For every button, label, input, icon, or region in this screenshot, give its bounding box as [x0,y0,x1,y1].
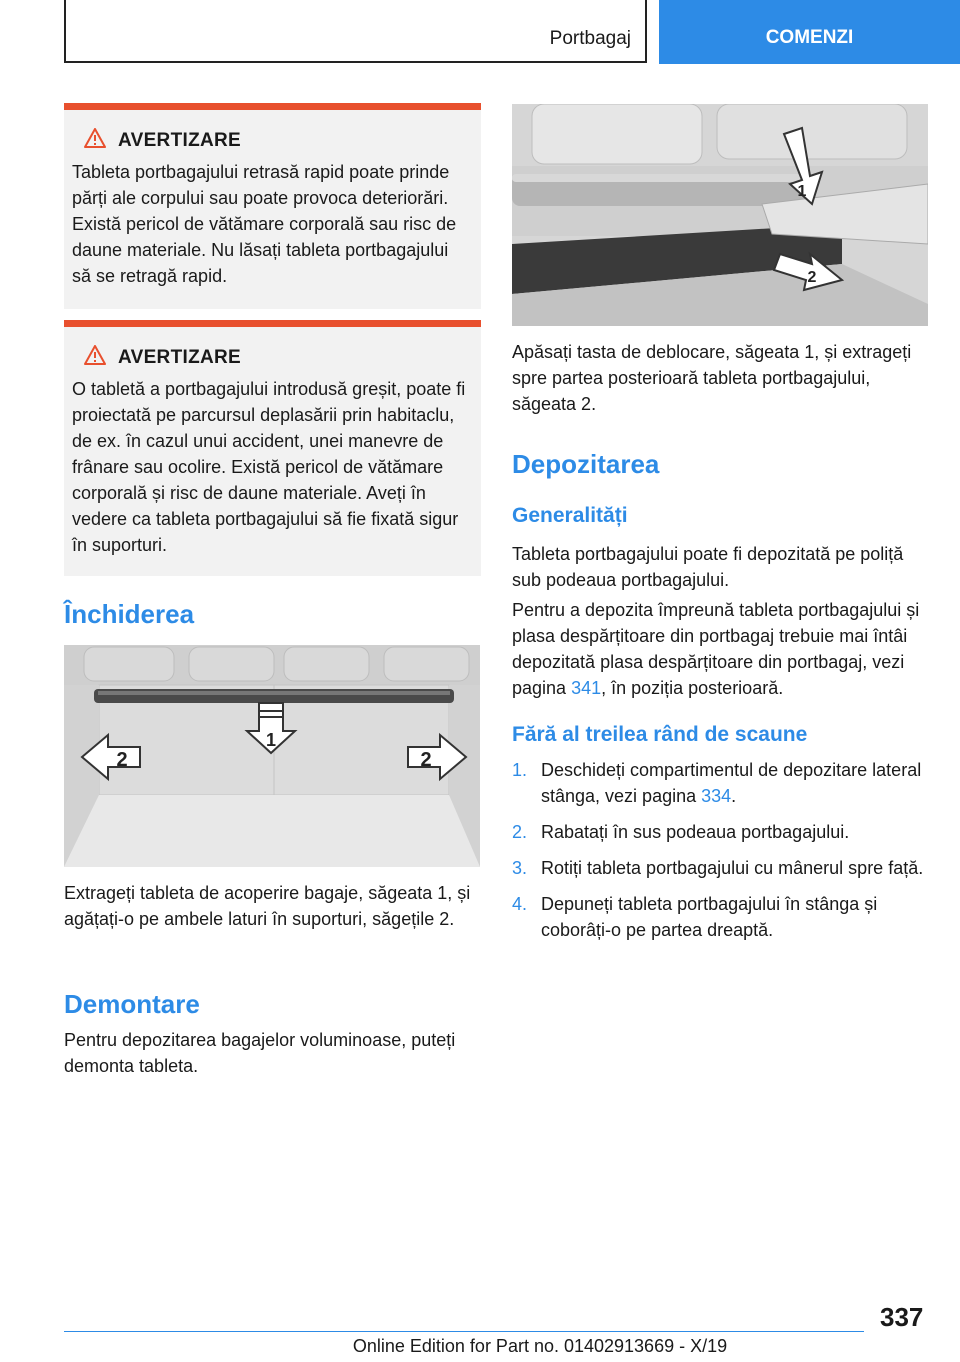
arrow-2-left-label: 2 [116,749,128,771]
footer-divider [64,1331,864,1332]
paragraph-demontare: Pentru depozitarea bagajelor voluminoase, puteți demonta tableta. [64,1030,456,1076]
paragraph-text: Pentru a depozita împreună tableta portbagajului și plasa despărțitoare din portbagaj trebuie mai întâi depozitată plasa despărțitoare din portbagaj, vezi pagina [512,600,920,698]
arrow-1-label: 1 [265,730,277,750]
header-section-title: Portbagaj [549,28,631,49]
list-item [512,819,932,845]
warning-box-1 [64,103,481,309]
list-item [512,891,932,943]
paragraph-generalitati-1: Tableta portbagajului poate fi depozitată pe poliță sub podeaua portbagajului. [512,544,904,590]
warning-triangle-icon [84,128,106,153]
warning-title: AVERTIZARE [118,346,241,368]
step-number: 2. [512,822,528,842]
step-text: Deschideți compartimentul de depozitare lateral stânga, vezi pagina [541,760,922,806]
arrow-2-label: 2 [807,269,817,286]
header-section-box [64,0,647,63]
list-item [512,757,932,809]
step-text: Depuneți tableta portbagajului în stânga și coborâți-o pe partea dreaptă. [541,894,878,940]
step-text: Rabatați în sus podeaua portbagajului. [541,822,850,842]
warning-box-2 [64,320,481,576]
steps-list [512,757,932,953]
heading-fara-rand: Fără al treilea rând de scaune [512,723,808,746]
step-text: . [731,786,737,806]
warning-title: AVERTIZARE [118,129,241,151]
step-number: 4. [512,894,528,914]
step-text: Rotiți tableta portbagajului cu mânerul spre față. [541,858,924,878]
paragraph-generalitati-2 [512,597,932,701]
paragraph-image-release: Apăsați tasta de deblocare, săgeata 1, și extrageți spre partea posterioară tableta portbagajului, săgeata 2. [512,342,912,414]
heading-generalitati: Generalități [512,504,628,527]
heading-depozitarea: Depozitarea [512,449,660,479]
arrow-2-right-label: 2 [420,749,432,771]
trunk-cover-closing-image [64,645,480,867]
footer-edition: Online Edition for Part no. 01402913669 - X/19 [352,1336,728,1356]
step-number: 1. [512,760,528,780]
page-link-334[interactable]: 334 [701,786,732,806]
heading-demontare: Demontare [64,989,200,1019]
warning-text: O tabletă a portbagajului introdusă greșit, poate fi proiectată pe parcursul deplasării prin habitaclu, de ex. în cazul unui accident, unei manevre de frânare sau ocolire. Există pericol de vătămare corporală și risc de daune materiale. Aveți în vedere ca tableta portbagajului să fie fixată sigur în suporturi. [72,379,466,555]
page-number: 337 [880,1302,924,1332]
arrow-1-label: 1 [797,183,807,200]
list-item [512,855,932,881]
trunk-cover-release-image [512,104,928,326]
paragraph-inchiderea: Extrageți tableta de acoperire bagaje, săgeata 1, și agățați-o pe ambele laturi în suporturi, săgețile 2. [64,883,471,929]
page-link-341[interactable]: 341 [571,678,602,698]
warning-text: Tableta portbagajului retrasă rapid poate prinde părți ale corpului sau poate provoca deteriorări. Există pericol de vătămare corporală sau risc de daune materiale. Nu lăsați tableta portbagajului să se retragă rapid. [72,162,457,286]
header-chapter-tab[interactable]: COMENZI [659,0,960,64]
step-number: 3. [512,858,528,878]
paragraph-text: , în poziția posterioară. [601,678,784,698]
warning-triangle-icon [84,345,106,370]
heading-inchiderea: Închiderea [64,599,195,629]
